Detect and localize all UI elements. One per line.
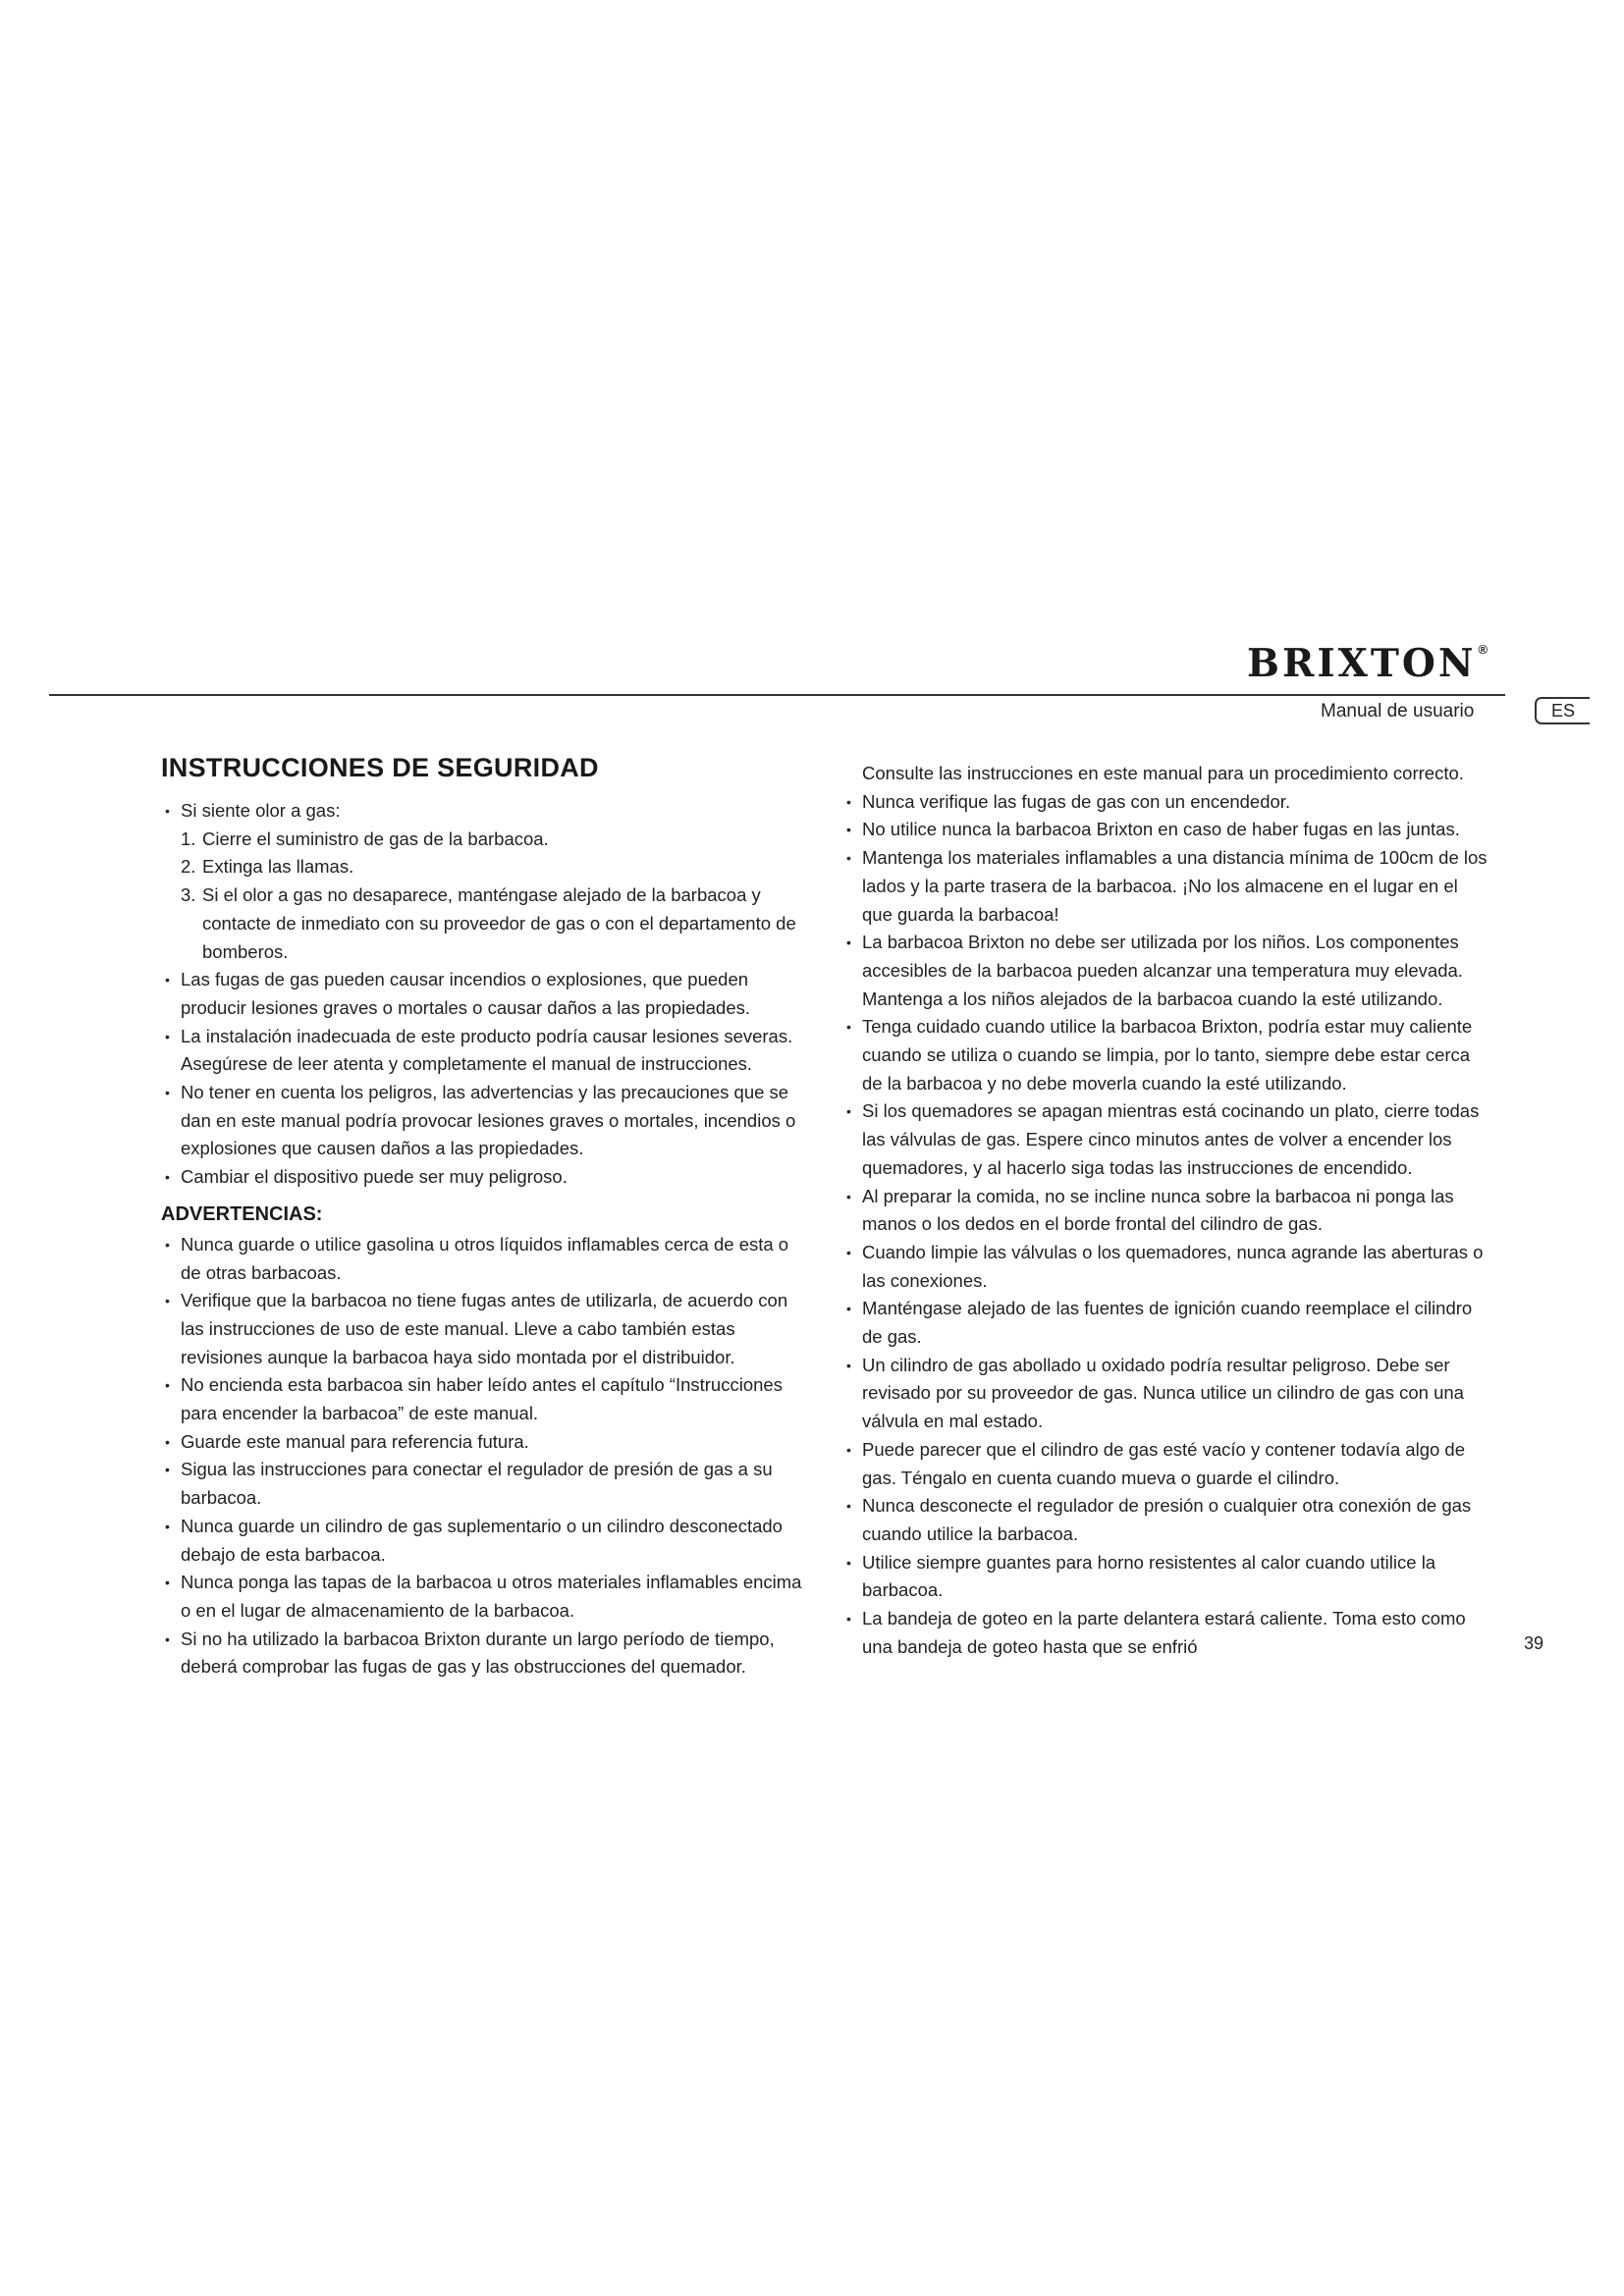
list-item: • No tener en cuenta los peligros, las advertencias y las precauciones que se dan en este manual podría provocar lesiones graves o mortales, incendios o explosiones que causen daños a las propiedades. <box>161 1079 809 1163</box>
list-item: • Utilice siempre guantes para horno resistentes al calor cuando utilice la barbacoa. <box>842 1549 1490 1605</box>
right-column <box>842 760 1490 1662</box>
list-item: • Cambiar el dispositivo puede ser muy peligroso. <box>161 1163 809 1192</box>
warnings-list <box>161 1231 809 1682</box>
brand-name: BRIXTON <box>1247 641 1477 686</box>
list-item: • Verifique que la barbacoa no tiene fugas antes de utilizarla, de acuerdo con las instrucciones de uso de este manual. Lleve a cabo también estas revisiones aunque la barbacoa haya sido montada por el distribuidor. <box>161 1287 809 1371</box>
list-item: • Nunca verifique las fugas de gas con un encendedor. <box>842 788 1490 817</box>
section-title: INSTRUCCIONES DE SEGURIDAD <box>161 753 599 782</box>
brand-logo <box>1247 641 1489 686</box>
header-divider <box>49 694 1505 696</box>
list-item: • Cuando limpie las válvulas o los quemadores, nunca agrande las aberturas o las conexiones. <box>842 1239 1490 1295</box>
list-item: • La barbacoa Brixton no debe ser utilizada por los niños. Los componentes accesibles de la barbacoa pueden alcanzar una temperatura muy elevada. Mantenga a los niños alejados de la barbacoa cuando la esté utilizando. <box>842 929 1490 1013</box>
list-item: • Manténgase alejado de las fuentes de ignición cuando reemplace el cilindro de gas. <box>842 1295 1490 1351</box>
list-item: • Nunca guarde o utilice gasolina u otros líquidos inflamables cerca de esta o de otras barbacoas. <box>161 1231 809 1287</box>
list-item: • Nunca desconecte el regulador de presión o cualquier otra conexión de gas cuando utilice la barbacoa. <box>842 1492 1490 1548</box>
step-text: Extinga las llamas. <box>202 856 354 878</box>
safety-list <box>161 966 809 1192</box>
list-item: • Un cilindro de gas abollado u oxidado podría resultar peligroso. Debe ser revisado por su proveedor de gas. Nunca utilice un cilindro de gas con una válvula en mal estado. <box>842 1352 1490 1436</box>
gas-smell-steps <box>161 826 809 967</box>
language-tab: ES <box>1535 697 1590 724</box>
step-text: Cierre el suministro de gas de la barbacoa. <box>202 828 549 849</box>
list-item: • Si los quemadores se apagan mientras está cocinando un plato, cierre todas las válvulas de gas. Espere cinco minutos antes de volver a encender los quemadores, y al hacerlo siga todas las instrucciones de encendido. <box>842 1097 1490 1182</box>
list-item: • Si no ha utilizado la barbacoa Brixton durante un largo período de tiempo, deberá comprobar las fugas de gas y las obstrucciones del quemador. <box>161 1626 809 1682</box>
list-item: • Puede parecer que el cilindro de gas esté vacío y contener todavía algo de gas. Téngalo en cuenta cuando mueva o guarde el cilindro. <box>842 1436 1490 1492</box>
list-item: • No utilice nunca la barbacoa Brixton en caso de haber fugas en las juntas. <box>842 816 1490 844</box>
list-item: • Las fugas de gas pueden causar incendios o explosiones, que pueden producir lesiones graves o mortales o causar daños a las propiedades. <box>161 966 809 1022</box>
safety-list <box>161 797 809 826</box>
list-item: • Nunca ponga las tapas de la barbacoa u otros materiales inflamables encima o en el lugar de almacenamiento de la barbacoa. <box>161 1569 809 1625</box>
list-item: • No encienda esta barbacoa sin haber leído antes el capítulo “Instrucciones para encender la barbacoa” de este manual. <box>161 1371 809 1427</box>
list-item: • Nunca guarde un cilindro de gas suplementario o un cilindro desconectado debajo de esta barbacoa. <box>161 1513 809 1569</box>
page-number: 39 <box>1524 1633 1544 1653</box>
step-text: Si el olor a gas no desaparece, manténgase alejado de la barbacoa y contacte de inmediato con su proveedor de gas o con el departamento de bomberos. <box>202 884 796 962</box>
step-item <box>161 826 809 854</box>
warnings-title: ADVERTENCIAS: <box>161 1202 323 1225</box>
list-item: • Al preparar la comida, no se incline nunca sobre la barbacoa ni ponga las manos o los dedos en el borde frontal del cilindro de gas. <box>842 1183 1490 1239</box>
list-item <box>161 797 809 826</box>
warnings-list-continued <box>842 760 1490 1662</box>
step-number: 2. <box>181 856 196 878</box>
manual-subtitle: Manual de usuario <box>1321 701 1475 721</box>
step-item <box>161 881 809 966</box>
left-column <box>161 752 809 1682</box>
registered-mark: ® <box>1478 642 1489 657</box>
step-number: 3. <box>181 884 196 906</box>
list-item: • Tenga cuidado cuando utilice la barbacoa Brixton, podría estar muy caliente cuando se utiliza o cuando se limpia, por lo tanto, siempre debe estar cerca de la barbacoa y no debe moverla cuando la esté utilizando. <box>842 1013 1490 1097</box>
list-item-continuation: Consulte las instrucciones en este manual para un procedimiento correcto. <box>862 763 1464 783</box>
list-item: • Mantenga los materiales inflamables a una distancia mínima de 100cm de los lados y la parte trasera de la barbacoa. ¡No los almacene en el lugar en el que guarda la barbacoa! <box>842 844 1490 929</box>
step-item <box>161 853 809 881</box>
list-item: • La instalación inadecuada de este producto podría causar lesiones severas. Asegúrese de leer atenta y completamente el manual de instrucciones. <box>161 1023 809 1079</box>
list-item: • Guarde este manual para referencia futura. <box>161 1428 809 1457</box>
gas-smell-intro: Si siente olor a gas: <box>181 800 341 821</box>
list-item: • La bandeja de goteo en la parte delantera estará caliente. Toma esto como una bandeja de goteo hasta que se enfrió <box>842 1605 1490 1661</box>
step-number: 1. <box>181 828 196 849</box>
list-item: • Sigua las instrucciones para conectar el regulador de presión de gas a su barbacoa. <box>161 1456 809 1512</box>
